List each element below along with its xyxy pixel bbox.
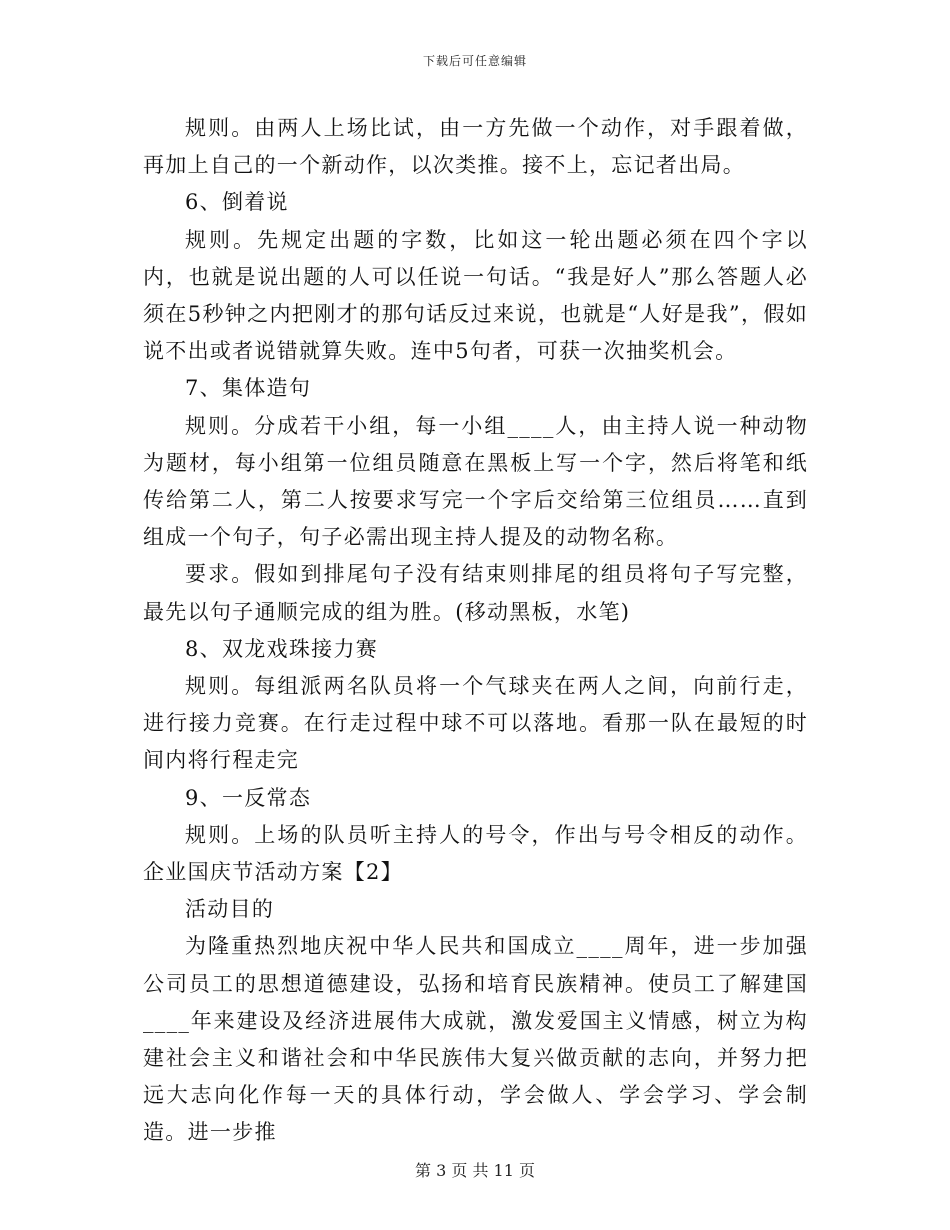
heading-game-6: 6、倒着说 xyxy=(185,190,289,215)
heading-game-8: 8、双龙戏珠接力赛 xyxy=(185,636,379,661)
page-header: 下载后可任意编辑 xyxy=(422,54,527,68)
document-body xyxy=(143,110,808,1152)
paragraph-rule-opposite: 规则。上场的队员听主持人的号令，作出与号令相反的动作。企业国庆节活动方案【2】 xyxy=(143,822,808,885)
paragraph-requirement: 要求。假如到排尾句子没有结束则排尾的组员将句子写完整，最先以句子通顺完成的组为胜。(移动黑板，水笔) xyxy=(143,562,808,624)
paragraph-rule-imitation: 规则。由两人上场比试，由一方先做一个动作，对手跟着做，再加上自己的一个新动作，以次类推。接不上，忘记者出局。 xyxy=(143,116,808,178)
paragraph-rule-group-sentence: 规则。分成若干小组，每一小组____人，由主持人说一种动物为题材，每小组第一位组员随意在黑板上写一个字，然后将笔和纸传给第二人，第二人按要求写完一个字后交给第三位组员……直到组成一个句子，句子必需出现主持人提及的动物名称。 xyxy=(143,413,808,550)
page-footer: 第 3 页 共 11 页 xyxy=(415,1161,535,1180)
paragraph-rule-balloon-relay: 规则。每组派两名队员将一个气球夹在两人之间，向前行走，进行接力竞赛。在行走过程中球不可以落地。看那一队在最短的时间内将行程走完 xyxy=(143,674,808,773)
paragraph-rule-reverse-speech: 规则。先规定出题的字数，比如这一轮出题必须在四个字以内，也就是说出题的人可以任说一句话。“我是好人”那么答题人必须在5秒钟之内把刚才的那句话反过来说，也就是“人好是我”，假如说不出或者说错就算失败。连中5句者，可获一次抽奖机会。 xyxy=(143,227,808,364)
paragraph-activity-purpose: 为隆重热烈地庆祝中华人民共和国成立____周年，进一步加强公司员工的思想道德建设，弘扬和培育民族精神。使员工了解建国____年来建设及经济进展伟大成就，激发爱国主义情感，树立为构建社会主义和谐社会和中华民族伟大复兴做贡献的志向，并努力把远大志向化作每一天的具体行动，学会做人、学会学习、学会制造。进一步推 xyxy=(143,934,808,1145)
heading-game-7: 7、集体造句 xyxy=(185,376,312,401)
heading-activity-purpose: 活动目的 xyxy=(185,897,275,922)
heading-game-9: 9、一反常态 xyxy=(185,785,312,810)
